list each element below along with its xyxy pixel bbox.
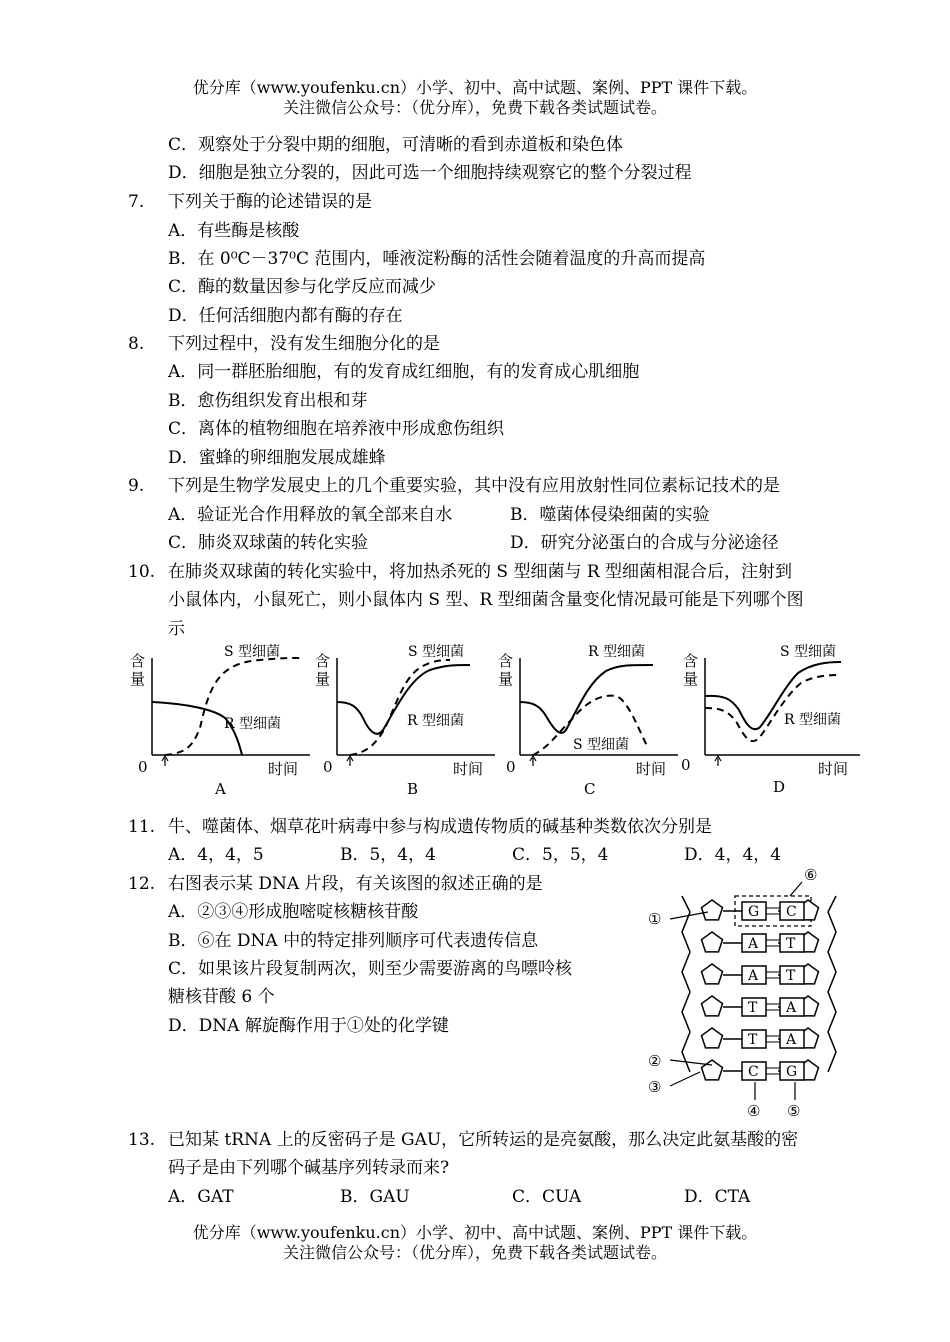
graph-c-r-label: R 型细菌 bbox=[588, 644, 645, 660]
graph-c-xlabel: 时间 bbox=[636, 760, 667, 778]
base-left: A bbox=[748, 936, 759, 952]
base-right: T bbox=[786, 936, 796, 952]
dna-label-3: ③ bbox=[648, 1078, 662, 1096]
graph-c-title: C bbox=[584, 780, 596, 798]
graph-b-ylabel: 含量 bbox=[315, 652, 331, 688]
graph-d-title: D bbox=[773, 778, 786, 796]
graph-d-origin: 0 bbox=[681, 756, 691, 774]
sugar-left bbox=[702, 996, 723, 1016]
base-left: T bbox=[748, 1000, 758, 1016]
base-right: G bbox=[786, 1064, 798, 1080]
q13-option-a: A．GAT bbox=[168, 1187, 234, 1207]
sugar-left bbox=[702, 1060, 723, 1080]
graph-a-r-label: R 型细菌 bbox=[224, 716, 281, 732]
q10-stem-line1: 在肺炎双球菌的转化实验中，将加热杀死的 S 型细菌与 R 型细菌相混合后，注射到 bbox=[168, 562, 793, 582]
q8-option-b: B．愈伤组织发育出根和芽 bbox=[168, 391, 368, 411]
sugar-left bbox=[702, 1028, 723, 1048]
q12-number: 12. bbox=[128, 874, 156, 894]
q9-option-b: B．噬菌体侵染细菌的实验 bbox=[510, 505, 710, 525]
graph-c-s-label: S 型细菌 bbox=[573, 737, 630, 753]
q11-option-b: B．5，4，4 bbox=[340, 845, 436, 865]
base-left: A bbox=[748, 968, 759, 984]
q10-graphs bbox=[120, 638, 860, 803]
sugar-left bbox=[702, 964, 723, 984]
dna-label-1: ① bbox=[648, 910, 662, 928]
graph-a-origin: 0 bbox=[138, 758, 148, 776]
q12-stem: 右图表示某 DNA 片段，有关该图的叙述正确的是 bbox=[168, 874, 543, 894]
graph-c bbox=[498, 643, 678, 798]
base-right: A bbox=[786, 1000, 797, 1016]
graph-a-xlabel: 时间 bbox=[268, 760, 299, 778]
q13-number: 13. bbox=[128, 1130, 156, 1150]
q9-stem: 下列是生物学发展史上的几个重要实验，其中没有应用放射性同位素标记技术的是 bbox=[168, 476, 780, 496]
graph-b-origin: 0 bbox=[323, 758, 333, 776]
graph-b-s-curve bbox=[350, 660, 450, 755]
graph-b bbox=[315, 643, 495, 798]
dna-diagram bbox=[640, 862, 880, 1122]
q8-number: 8. bbox=[128, 334, 145, 354]
q12-option-b: B．⑥在 DNA 中的特定排列顺序可代表遗传信息 bbox=[168, 931, 539, 951]
q10-stem-line3: 示 bbox=[168, 619, 185, 639]
page-header-line1: 优分库（www.youfenku.cn）小学、初中、高中试题、案例、PPT 课件下载。 bbox=[192, 78, 758, 97]
base-left: G bbox=[748, 904, 760, 920]
base-left: C bbox=[748, 1064, 759, 1080]
graph-c-origin: 0 bbox=[506, 758, 516, 776]
graph-b-xlabel: 时间 bbox=[453, 760, 484, 778]
q12-option-c-line1: C．如果该片段复制两次，则至少需要游离的鸟嘌呤核 bbox=[168, 959, 573, 979]
q7-option-a: A．有些酶是核酸 bbox=[168, 221, 300, 241]
graph-d-ylabel: 含量 bbox=[683, 652, 699, 688]
graph-d-r-label: R 型细菌 bbox=[784, 712, 841, 728]
base-right: C bbox=[786, 904, 797, 920]
graph-d-xlabel: 时间 bbox=[818, 760, 849, 778]
q13-option-b: B．GAU bbox=[340, 1187, 410, 1207]
sugar-left bbox=[702, 932, 723, 952]
dna-label-4: ④ bbox=[747, 1102, 761, 1120]
base-right: T bbox=[786, 968, 796, 984]
q11-stem: 牛、噬菌体、烟草花叶病毒中参与构成遗传物质的碱基种类数依次分别是 bbox=[168, 817, 712, 837]
graph-a bbox=[130, 643, 310, 798]
graph-d bbox=[681, 643, 860, 796]
q9-option-d: D．研究分泌蛋白的合成与分泌途径 bbox=[510, 533, 779, 553]
q10-stem-line2: 小鼠体内，小鼠死亡，则小鼠体内 S 型、R 型细菌含量变化情况最可能是下列哪个图 bbox=[168, 590, 804, 610]
q13-stem-line2: 码子是由下列哪个碱基序列转录而来? bbox=[168, 1158, 450, 1178]
graph-b-r-label: R 型细菌 bbox=[407, 713, 464, 729]
q8-option-a: A．同一群胚胎细胞，有的发育成红细胞，有的发育成心肌细胞 bbox=[168, 362, 640, 382]
q11-option-a: A．4，4，5 bbox=[168, 845, 264, 865]
q8-option-d: D．蜜蜂的卵细胞发展成雄蜂 bbox=[168, 448, 386, 468]
page-footer-line2: 关注微信公众号：（优分库），免费下载各类试题试卷。 bbox=[282, 1243, 667, 1262]
q11-number: 11. bbox=[128, 817, 156, 837]
dna-label-5: ⑤ bbox=[787, 1102, 801, 1120]
q8-stem: 下列过程中，没有发生细胞分化的是 bbox=[168, 334, 440, 354]
graph-d-s-label: S 型细菌 bbox=[780, 644, 837, 660]
q7-number: 7. bbox=[128, 192, 145, 212]
graph-a-title: A bbox=[215, 780, 226, 798]
q13-stem-line1: 已知某 tRNA 上的反密码子是 GAU，它所转运的是亮氨酸，那么决定此氨基酸的密 bbox=[168, 1130, 799, 1150]
graph-c-ylabel: 含量 bbox=[498, 652, 514, 688]
q7-option-c: C．酶的数量因参与化学反应而减少 bbox=[168, 277, 437, 297]
q6-option-c: C．观察处于分裂中期的细胞，可清晰的看到赤道板和染色体 bbox=[168, 135, 624, 155]
graph-a-s-curve bbox=[165, 658, 300, 755]
q12-option-d: D．DNA 解旋酶作用于①处的化学键 bbox=[168, 1016, 449, 1036]
base-right: A bbox=[786, 1032, 797, 1048]
q7-stem: 下列关于酶的论述错误的是 bbox=[168, 192, 372, 212]
graph-a-ylabel-1: 含量 bbox=[130, 652, 146, 688]
q13-option-d: D．CTA bbox=[684, 1187, 751, 1207]
q12-option-c-line2: 糖核苷酸 6 个 bbox=[168, 987, 275, 1007]
graph-c-r-curve bbox=[520, 665, 653, 733]
q6-option-d: D．细胞是独立分裂的，因此可选一个细胞持续观察它的整个分裂过程 bbox=[168, 163, 692, 183]
q11-option-d: D．4，4，4 bbox=[684, 845, 782, 865]
dna-label-2: ② bbox=[648, 1052, 662, 1070]
q8-option-c: C．离体的植物细胞在培养液中形成愈伤组织 bbox=[168, 419, 505, 439]
q7-option-d: D．任何活细胞内都有酶的存在 bbox=[168, 306, 403, 326]
graph-b-s-label: S 型细菌 bbox=[408, 644, 465, 660]
graph-a-s-label: S 型细菌 bbox=[224, 644, 281, 660]
q10-number: 10. bbox=[128, 562, 156, 582]
sugar-left bbox=[702, 900, 723, 920]
dna-label-6: ⑥ bbox=[804, 866, 818, 884]
graph-b-title: B bbox=[407, 780, 419, 798]
q9-number: 9. bbox=[128, 476, 145, 496]
page-header-line2: 关注微信公众号：（优分库），免费下载各类试题试卷。 bbox=[282, 98, 667, 117]
q13-option-c: C．CUA bbox=[512, 1187, 582, 1207]
base-left: T bbox=[748, 1032, 758, 1048]
q12-option-a: A．②③④形成胞嘧啶核糖核苷酸 bbox=[168, 902, 419, 922]
q7-option-b: B．在 0⁰C－37⁰C 范围内，唾液淀粉酶的活性会随着温度的升高而提高 bbox=[168, 249, 706, 269]
q11-option-c: C．5，5，4 bbox=[512, 845, 609, 865]
q9-option-c: C．肺炎双球菌的转化实验 bbox=[168, 533, 369, 553]
q9-option-a: A．验证光合作用释放的氧全部来自水 bbox=[168, 505, 453, 525]
page-footer-line1: 优分库（www.youfenku.cn）小学、初中、高中试题、案例、PPT 课件下载。 bbox=[192, 1223, 758, 1242]
